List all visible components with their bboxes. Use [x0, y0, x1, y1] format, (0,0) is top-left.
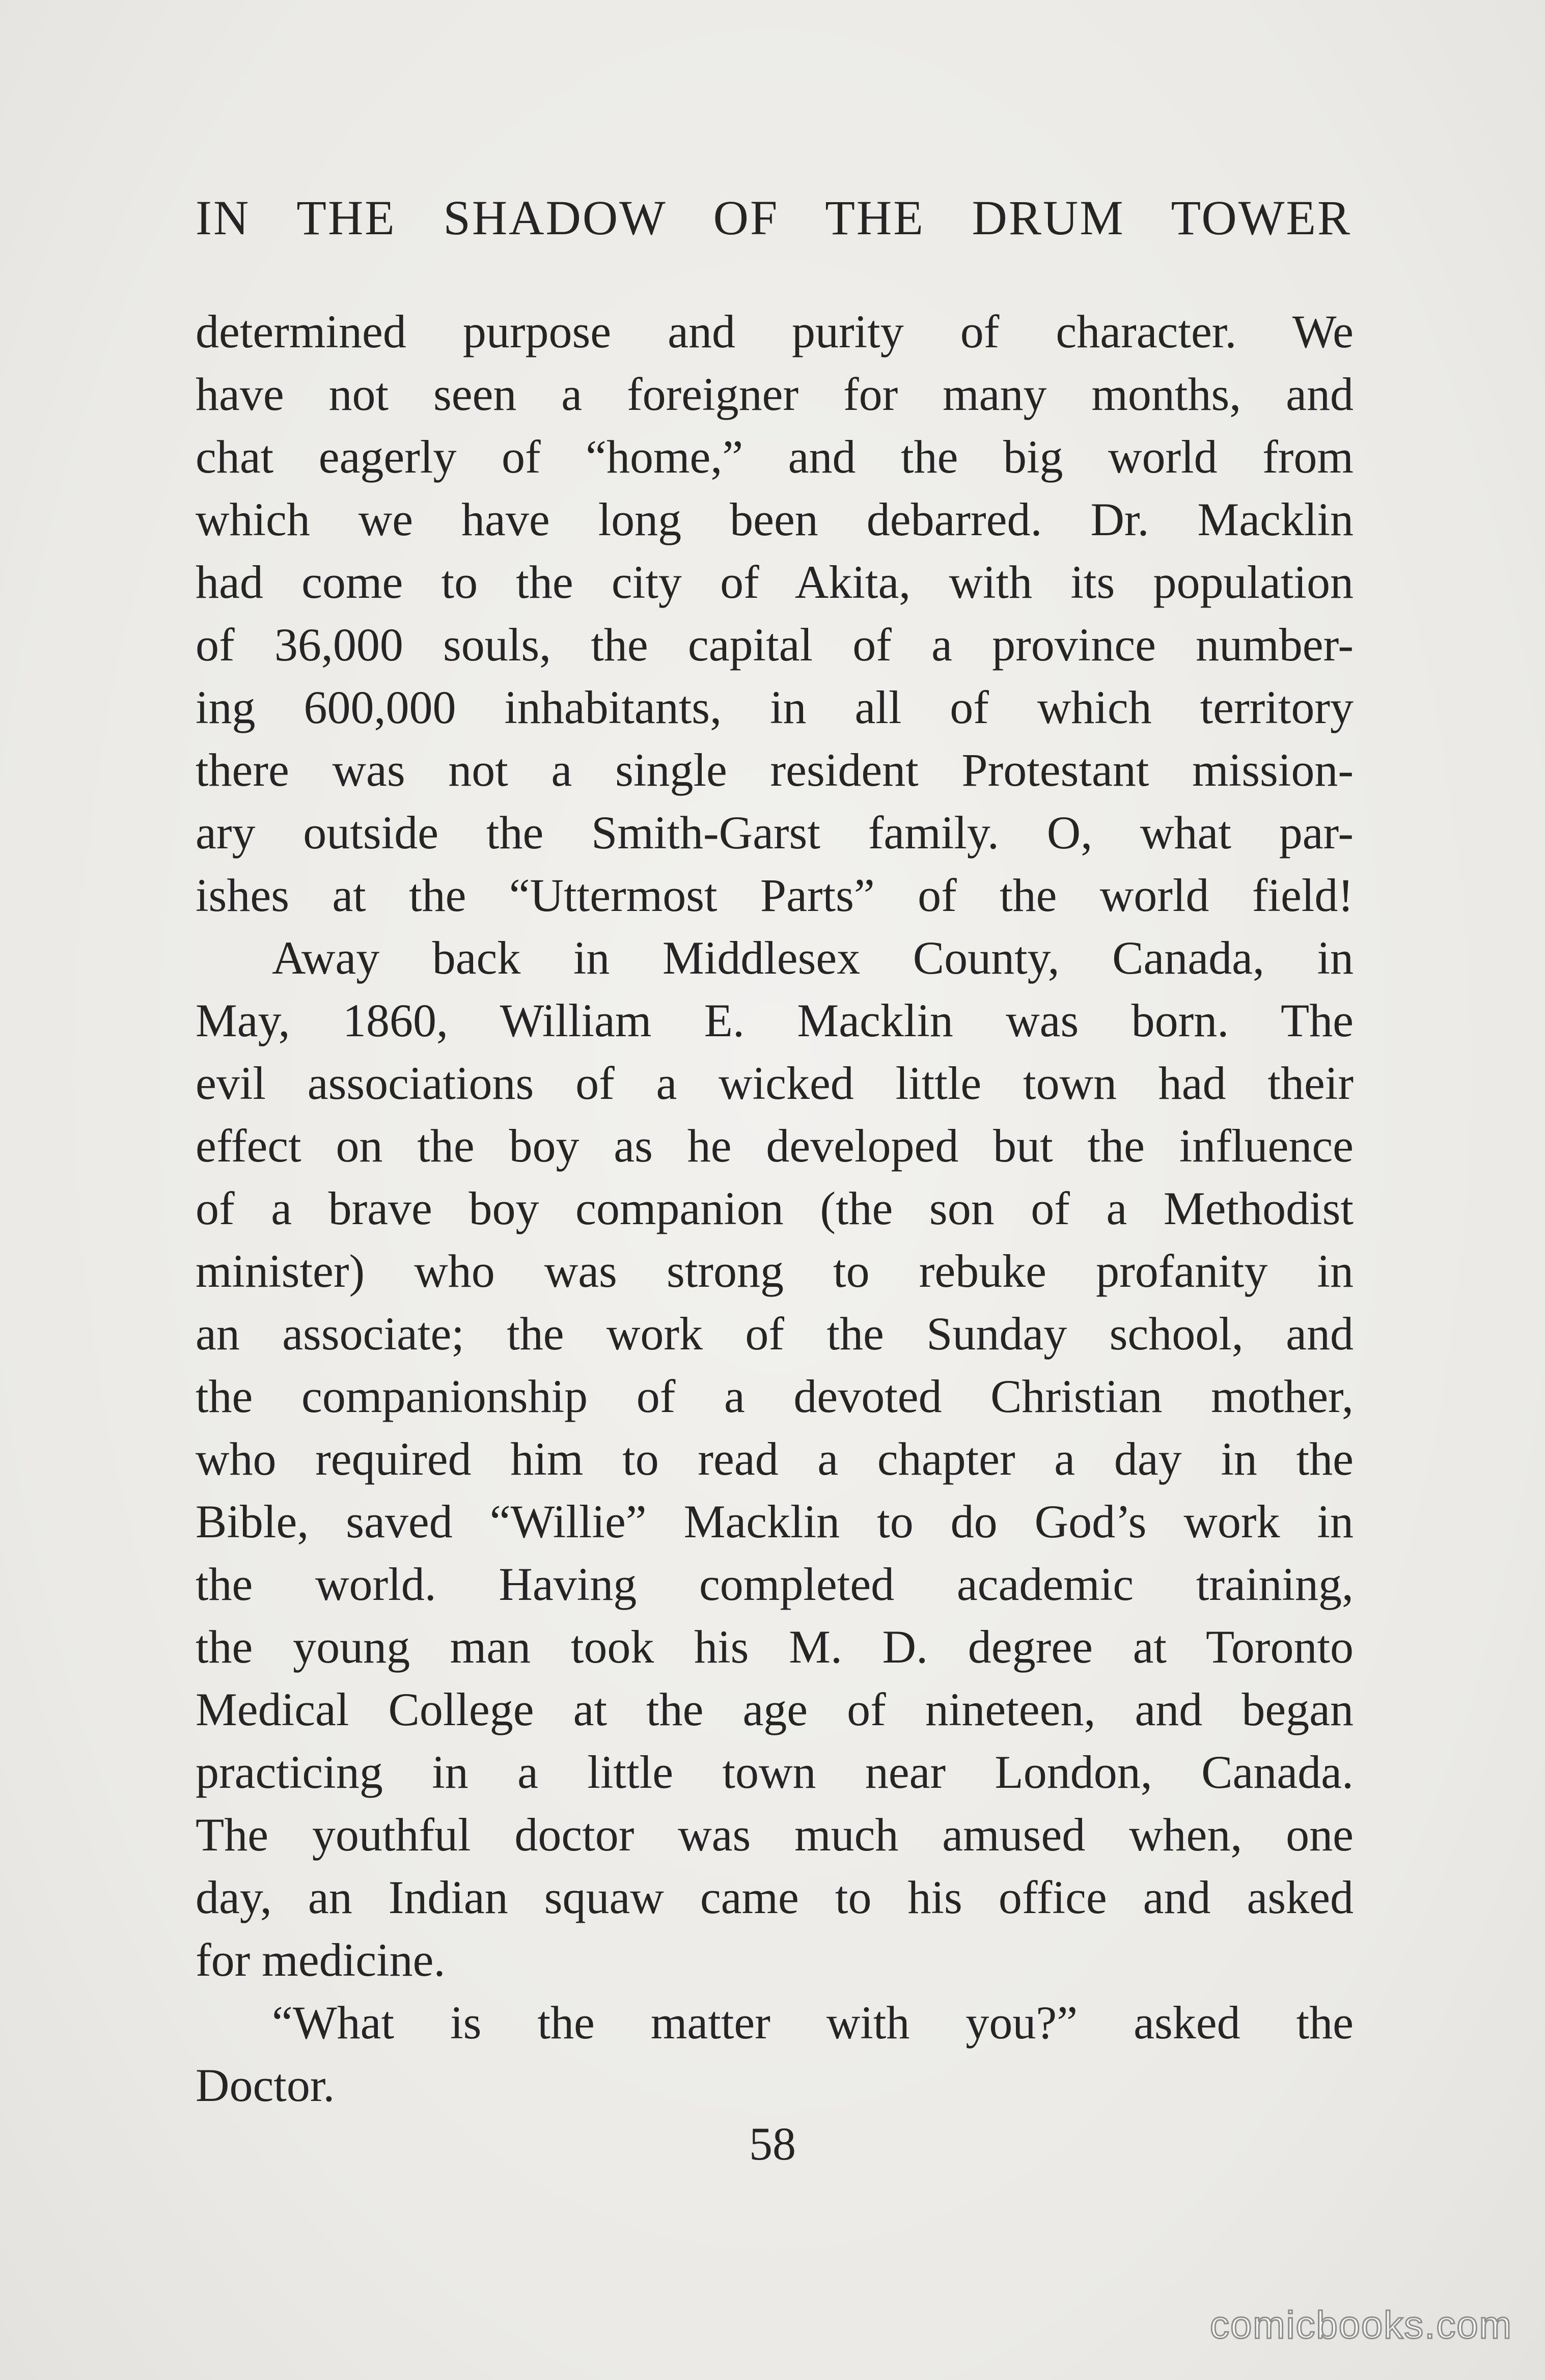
text-line: ishes at the “Uttermost Parts” of the world field! [196, 869, 1354, 921]
text-line: the companionship of a devoted Christian mother, [196, 1370, 1354, 1422]
text-line: which we have long been debarred. Dr. Macklin [196, 493, 1354, 545]
body-text [196, 300, 1354, 2117]
text-line: practicing in a little town near London, Canada. [196, 1746, 1354, 1798]
text-line: the young man took his M. D. degree at Toronto [196, 1621, 1354, 1673]
text-line: The youthful doctor was much amused when, one [196, 1809, 1354, 1861]
page-number: 58 [749, 2118, 796, 2170]
text-line: determined purpose and purity of character. We [196, 306, 1354, 357]
text-line: minister) who was strong to rebuke profanity in [196, 1245, 1354, 1297]
text-line: Bible, saved “Willie” Macklin to do God’s work in [196, 1496, 1354, 1547]
text-line: “What is the matter with you?” asked the [272, 1997, 1354, 2049]
text-line: the world. Having completed academic training, [196, 1558, 1354, 1610]
text-line: have not seen a foreigner for many months, and [196, 368, 1354, 420]
text-line: day, an Indian squaw came to his office and asked [196, 1871, 1354, 1923]
text-line: Doctor. [196, 2059, 335, 2111]
text-line: effect on the boy as he developed but the influence [196, 1120, 1354, 1172]
text-line: ing 600,000 inhabitants, in all of which territory [196, 681, 1354, 733]
text-line: for medicine. [196, 1934, 446, 1986]
text-line: an associate; the work of the Sunday school, and [196, 1308, 1354, 1360]
text-line: who required him to read a chapter a day in the [196, 1433, 1354, 1485]
text-line: Away back in Middlesex County, Canada, in [272, 932, 1354, 984]
text-line: May, 1860, William E. Macklin was born. The [196, 994, 1354, 1046]
text-line: of a brave boy companion (the son of a Methodist [196, 1182, 1354, 1234]
text-line: chat eagerly of “home,” and the big world from [196, 431, 1354, 483]
text-line: there was not a single resident Protestant mission- [196, 744, 1354, 796]
text-line: evil associations of a wicked little town had their [196, 1057, 1354, 1109]
text-line: had come to the city of Akita, with its population [196, 556, 1354, 608]
running-head: IN THE SHADOW OF THE DRUM TOWER [196, 190, 1351, 245]
text-line: of 36,000 souls, the capital of a province number- [196, 619, 1354, 671]
watermark: comicbooks.com [1210, 2304, 1512, 2347]
text-line: Medical College at the age of nineteen, and began [196, 1683, 1354, 1735]
text-line: ary outside the Smith-Garst family. O, what par- [196, 807, 1354, 859]
